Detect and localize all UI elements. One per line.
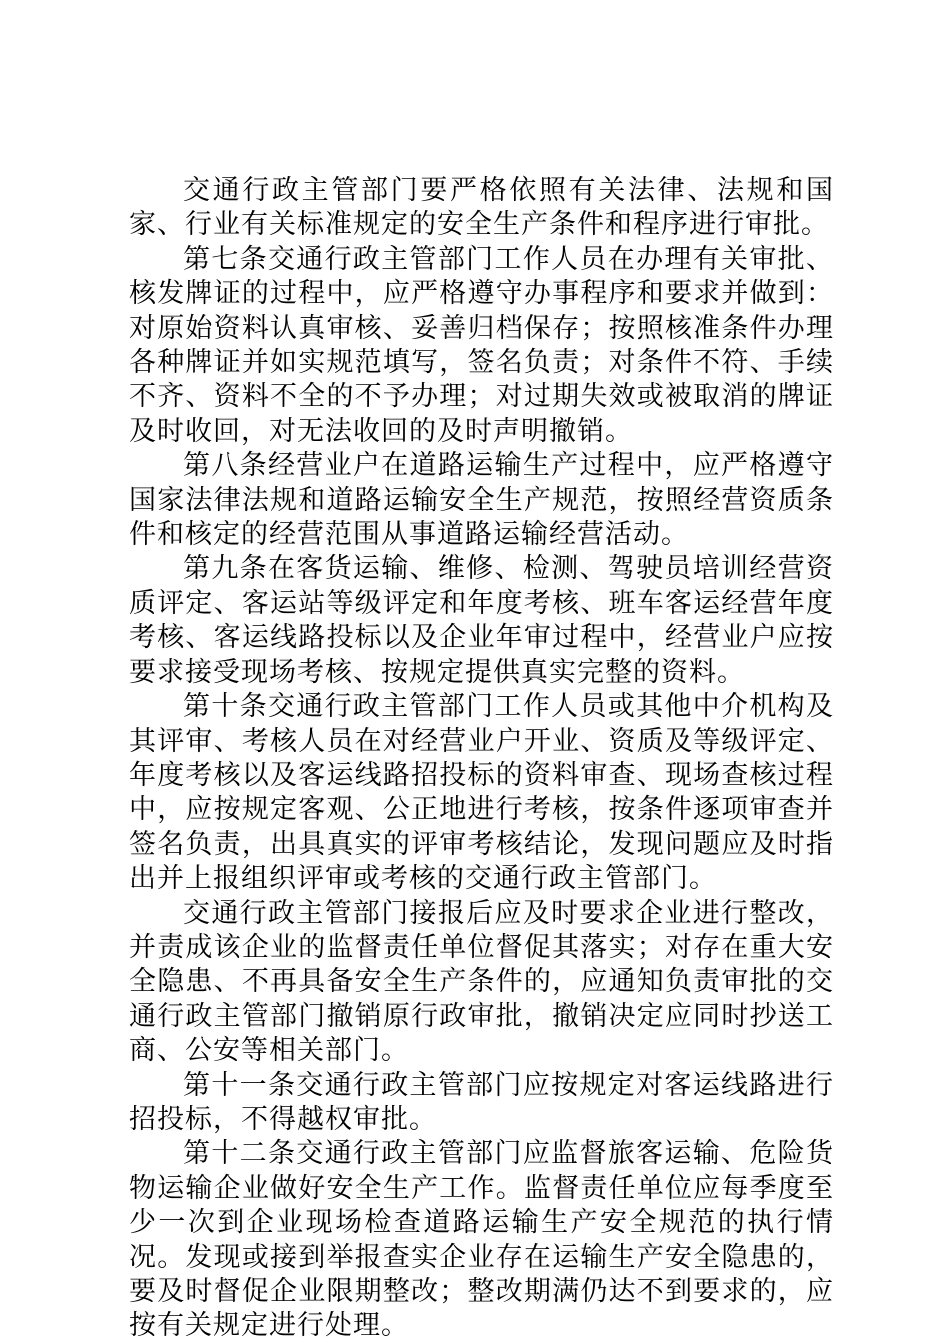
document-page [129,174,834,1344]
paragraph-article-12: 第十二条交通行政主管部门应监督旅客运输、危险货物运输企业做好安全生产工作。监督责任单位应每季度至少一次到企业现场检查道路运输生产安全规范的执行情况。发现或接到举报查实企业存在运输生产安全隐患的，要及时督促企业限期整改；整改期满仍达不到要求的，应按有关规定进行处理。 [129,1138,834,1342]
paragraph-approval-conditions: 交通行政主管部门要严格依照有关法律、法规和国家、行业有关标准规定的安全生产条件和程序进行审批。 [129,175,834,241]
paragraph-article-9: 第九条在客货运输、维修、检测、驾驶员培训经营资质评定、客运站等级评定和年度考核、班车客运经营年度考核、客运线路投标以及企业年审过程中，经营业户应按要求接受现场考核、按规定提供真实完整的资料。 [129,553,834,688]
paragraph-article-11: 第十一条交通行政主管部门应按规定对客运线路进行招投标，不得越权审批。 [129,1069,834,1135]
paragraph-article-8: 第八条经营业户在道路运输生产过程中，应严格遵守国家法律法规和道路运输安全生产规范，按照经营资质条件和核定的经营范围从事道路运输经营活动。 [129,450,834,551]
paragraph-article-10: 第十条交通行政主管部门工作人员或其他中介机构及其评审、考核人员在对经营业户开业、资质及等级评定、年度考核以及客运线路招投标的资料审查、现场查核过程中，应按规定客观、公正地进行考核，按条件逐项审查并签名负责，出具真实的评审考核结论，发现问题应及时指出并上报组织评审或考核的交通行政主管部门。 [129,691,834,895]
paragraph-article-7: 第七条交通行政主管部门工作人员在办理有关审批、核发牌证的过程中，应严格遵守办事程序和要求并做到：对原始资料认真审核、妥善归档保存；按照核准条件办理各种牌证并如实规范填写，签名负责；对条件不符、手续不齐、资料不全的不予办理；对过期失效或被取消的牌证及时收回，对无法收回的及时声明撤销。 [129,243,834,447]
paragraph-rectification: 交通行政主管部门接报后应及时要求企业进行整改，并责成该企业的监督责任单位督促其落实；对存在重大安全隐患、不再具备安全生产条件的，应通知负责审批的交通行政主管部门撤销原行政审批，撤销决定应同时抄送工商、公安等相关部门。 [129,897,834,1067]
